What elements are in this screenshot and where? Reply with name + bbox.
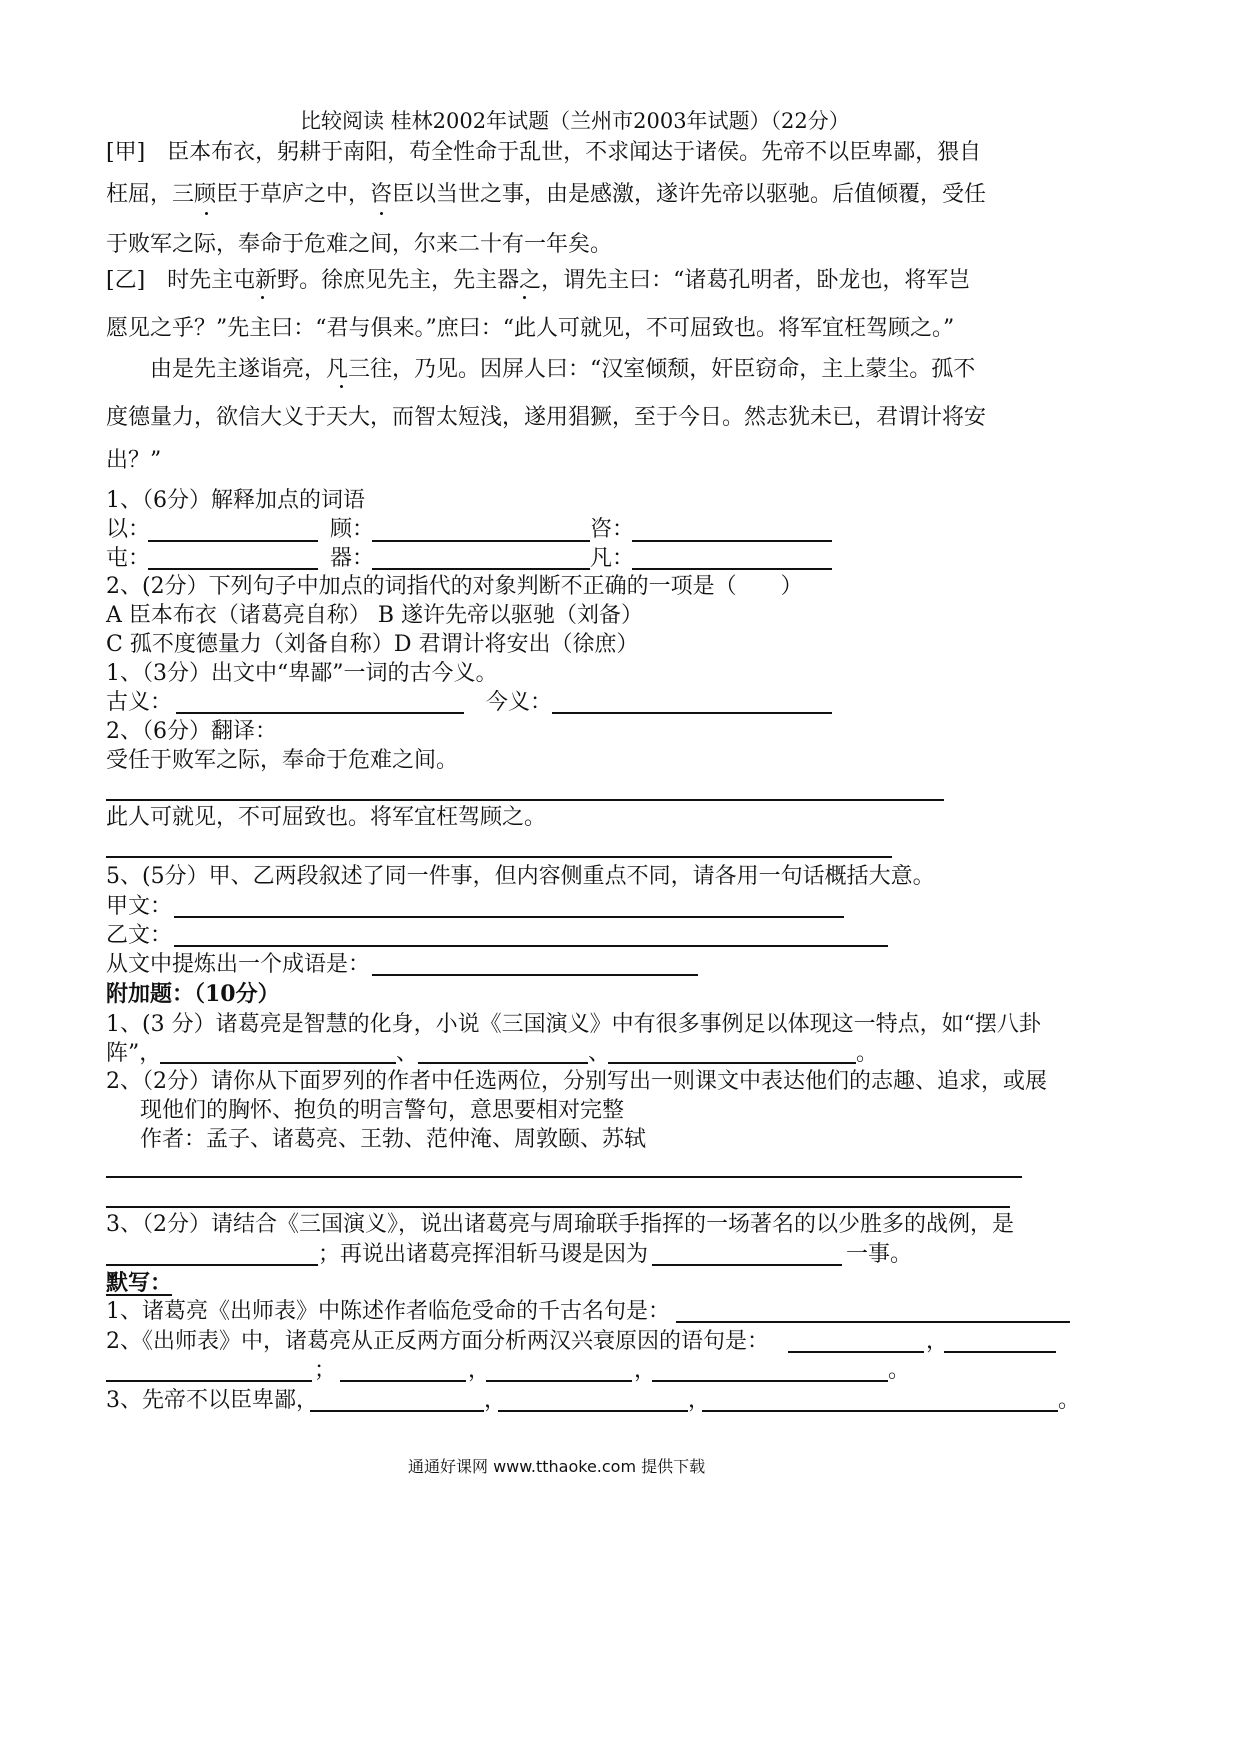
answer-blank[interactable]	[174, 945, 888, 947]
page-title: 比较阅读 桂林2002年试题（兰州市2003年试题）（22分）	[300, 109, 850, 133]
q3-label-gu: 古义：	[106, 690, 173, 715]
answer-blank[interactable]	[702, 1410, 1058, 1412]
separator: 、	[396, 1041, 419, 1066]
bonus-q3-line-1: 3、（2分）请结合《三国演义》，说出诸葛亮与周瑜联手指挥的一场著名的以少胜多的战例，是	[106, 1212, 1014, 1237]
q2-options-cd: C 孤不度德量力（刘备自称）D 君谓计将安出（徐庶）	[106, 632, 639, 657]
answer-line[interactable]	[106, 1206, 1010, 1208]
comma: ，	[926, 1329, 949, 1354]
bonus-q1-line-1: 1、(3 分）诸葛亮是智慧的化身，小说《三国演义》中有很多事例足以体现这一特点，如“摆八卦	[106, 1012, 1041, 1037]
answer-blank[interactable]	[486, 1380, 632, 1382]
answer-blank[interactable]	[372, 540, 590, 542]
comma: ，	[688, 1388, 711, 1413]
answer-blank[interactable]	[160, 1062, 396, 1064]
q1-label-tun: 屯：	[106, 546, 151, 571]
q5-stem: 5、(5分）甲、乙两段叙述了同一件事，但内容侧重点不同，请各用一句话概括大意。	[106, 864, 935, 889]
emphasis-dot	[340, 385, 343, 388]
emphasis-dot	[205, 212, 208, 215]
comma: ，	[634, 1358, 657, 1383]
q1-label-gu: 顾：	[330, 517, 375, 542]
q2-stem: 2、(2分）下列句子中加点的词指代的对象判断不正确的一项是（ ）	[106, 574, 803, 599]
answer-blank[interactable]	[106, 1264, 318, 1266]
dictation-heading: 默写：	[106, 1270, 173, 1296]
dictation-q1: 1、诸葛亮《出师表》中陈述作者临危受命的千古名句是：	[106, 1299, 670, 1324]
bonus-q3-mid: ；再说出诸葛亮挥泪斩马谡是因为	[318, 1242, 649, 1267]
answer-blank[interactable]	[372, 974, 698, 976]
bonus-q3-end: 一事。	[846, 1242, 913, 1267]
answer-line[interactable]	[106, 856, 892, 858]
q5-label-yi: 乙文：	[106, 923, 173, 948]
answer-blank[interactable]	[418, 1062, 588, 1064]
answer-blank[interactable]	[148, 568, 318, 570]
passage-jia-line-1: [甲] 臣本布衣，躬耕于南阳，苟全性命于乱世，不求闻达于诸侯。先帝不以臣卑鄙，猥自	[106, 140, 982, 165]
emphasis-dot	[261, 296, 264, 299]
emphasis-dot	[380, 212, 383, 215]
answer-blank[interactable]	[676, 1321, 1070, 1323]
answer-blank[interactable]	[340, 1380, 466, 1382]
bonus-q2-authors: 作者：孟子、诸葛亮、王勃、范仲淹、周敦颐、苏轼	[140, 1127, 647, 1152]
q4-sentence-1: 受任于败军之际，奉命于危难之间。	[106, 748, 459, 773]
answer-blank[interactable]	[372, 568, 590, 570]
answer-blank[interactable]	[174, 916, 844, 918]
answer-blank[interactable]	[106, 1380, 312, 1382]
answer-blank[interactable]	[148, 540, 318, 542]
q2-options-ab: A 臣本布衣（诸葛亮自称） B 遂许先帝以驱驰（刘备）	[106, 603, 644, 628]
emphasis-dot	[523, 296, 526, 299]
bonus-heading: 附加题：（10分）	[106, 981, 280, 1007]
answer-blank[interactable]	[788, 1351, 924, 1353]
answer-blank[interactable]	[944, 1351, 1056, 1353]
period: 。	[1058, 1388, 1081, 1413]
semicolon: ；	[314, 1358, 337, 1383]
q5-label-jia: 甲文：	[106, 894, 173, 919]
q1-label-zi: 咨：	[590, 517, 635, 542]
dictation-q2: 2、《出师表》中，诸葛亮从正反两方面分析两汉兴衰原因的语句是：	[106, 1329, 769, 1354]
footer-credit: 通通好课网 www.tthaoke.com 提供下载	[408, 1457, 706, 1476]
q1-label-yi: 以：	[106, 517, 151, 542]
comma: ，	[484, 1388, 507, 1413]
dictation-q3: 3、先帝不以臣卑鄙，	[106, 1388, 318, 1413]
answer-line[interactable]	[106, 1176, 1022, 1178]
q4-sentence-2: 此人可就见，不可屈致也。将军宜枉驾顾之。	[106, 805, 547, 830]
passage-jia-line-3: 于败军之际，奉命于危难之间，尔来二十有一年矣。	[106, 232, 613, 257]
passage-yi-line-4: 度德量力，欲信大义于天大，而智太短浅，遂用猖獗，至于今日。然志犹未已，君谓计将安	[106, 405, 987, 430]
q1-label-qi: 器：	[330, 546, 375, 571]
answer-blank[interactable]	[652, 1380, 888, 1382]
q5-idiom-label: 从文中提炼出一个成语是：	[106, 952, 371, 977]
period: 。	[888, 1358, 911, 1383]
answer-blank[interactable]	[552, 712, 832, 714]
comma: ，	[468, 1358, 491, 1383]
bonus-q2-line-2: 现他们的胸怀、抱负的明言警句，意思要相对完整	[140, 1098, 625, 1123]
answer-blank[interactable]	[652, 1264, 842, 1266]
q3-label-jin: 今义：	[486, 690, 553, 715]
passage-yi-line-1: [乙] 时先主屯新野。徐庶见先主，先主器之，谓先主曰：“诸葛孔明者，卧龙也，将军岂	[106, 268, 971, 293]
answer-blank[interactable]	[632, 540, 832, 542]
q3-stem: 1、（3分）出文中“卑鄙”一词的古今义。	[106, 661, 498, 686]
bonus-q1-line-2: 阵”，	[106, 1041, 162, 1066]
q4-stem: 2、（6分）翻译：	[106, 719, 277, 744]
answer-blank[interactable]	[310, 1410, 484, 1412]
bonus-q2-line-1: 2、（2分）请你从下面罗列的作者中任选两位，分别写出一则课文中表达他们的志趣、追求，或展	[106, 1069, 1047, 1094]
passage-yi-line-3: 由是先主遂诣亮，凡三往，乃见。因屏人曰：“汉室倾颓，奸臣窃命，主上蒙尘。孤不	[150, 357, 976, 382]
passage-yi-line-2: 愿见之乎？”先主曰：“君与俱来。”庶曰：“此人可就见，不可屈致也。将军宜枉驾顾之。”	[106, 316, 955, 341]
q1-stem: 1、（6分）解释加点的词语	[106, 488, 365, 513]
separator: 、	[588, 1041, 611, 1066]
answer-blank[interactable]	[608, 1062, 856, 1064]
answer-line[interactable]	[106, 799, 944, 801]
q1-label-fan: 凡：	[590, 546, 635, 571]
passage-jia-line-2: 枉屈，三顾臣于草庐之中，咨臣以当世之事，由是感激，遂许先帝以驱驰。后值倾覆，受任	[106, 182, 987, 207]
answer-blank[interactable]	[632, 568, 832, 570]
period: 。	[856, 1041, 879, 1066]
answer-blank[interactable]	[176, 712, 464, 714]
passage-yi-line-5: 出？”	[106, 448, 162, 473]
answer-blank[interactable]	[498, 1410, 688, 1412]
